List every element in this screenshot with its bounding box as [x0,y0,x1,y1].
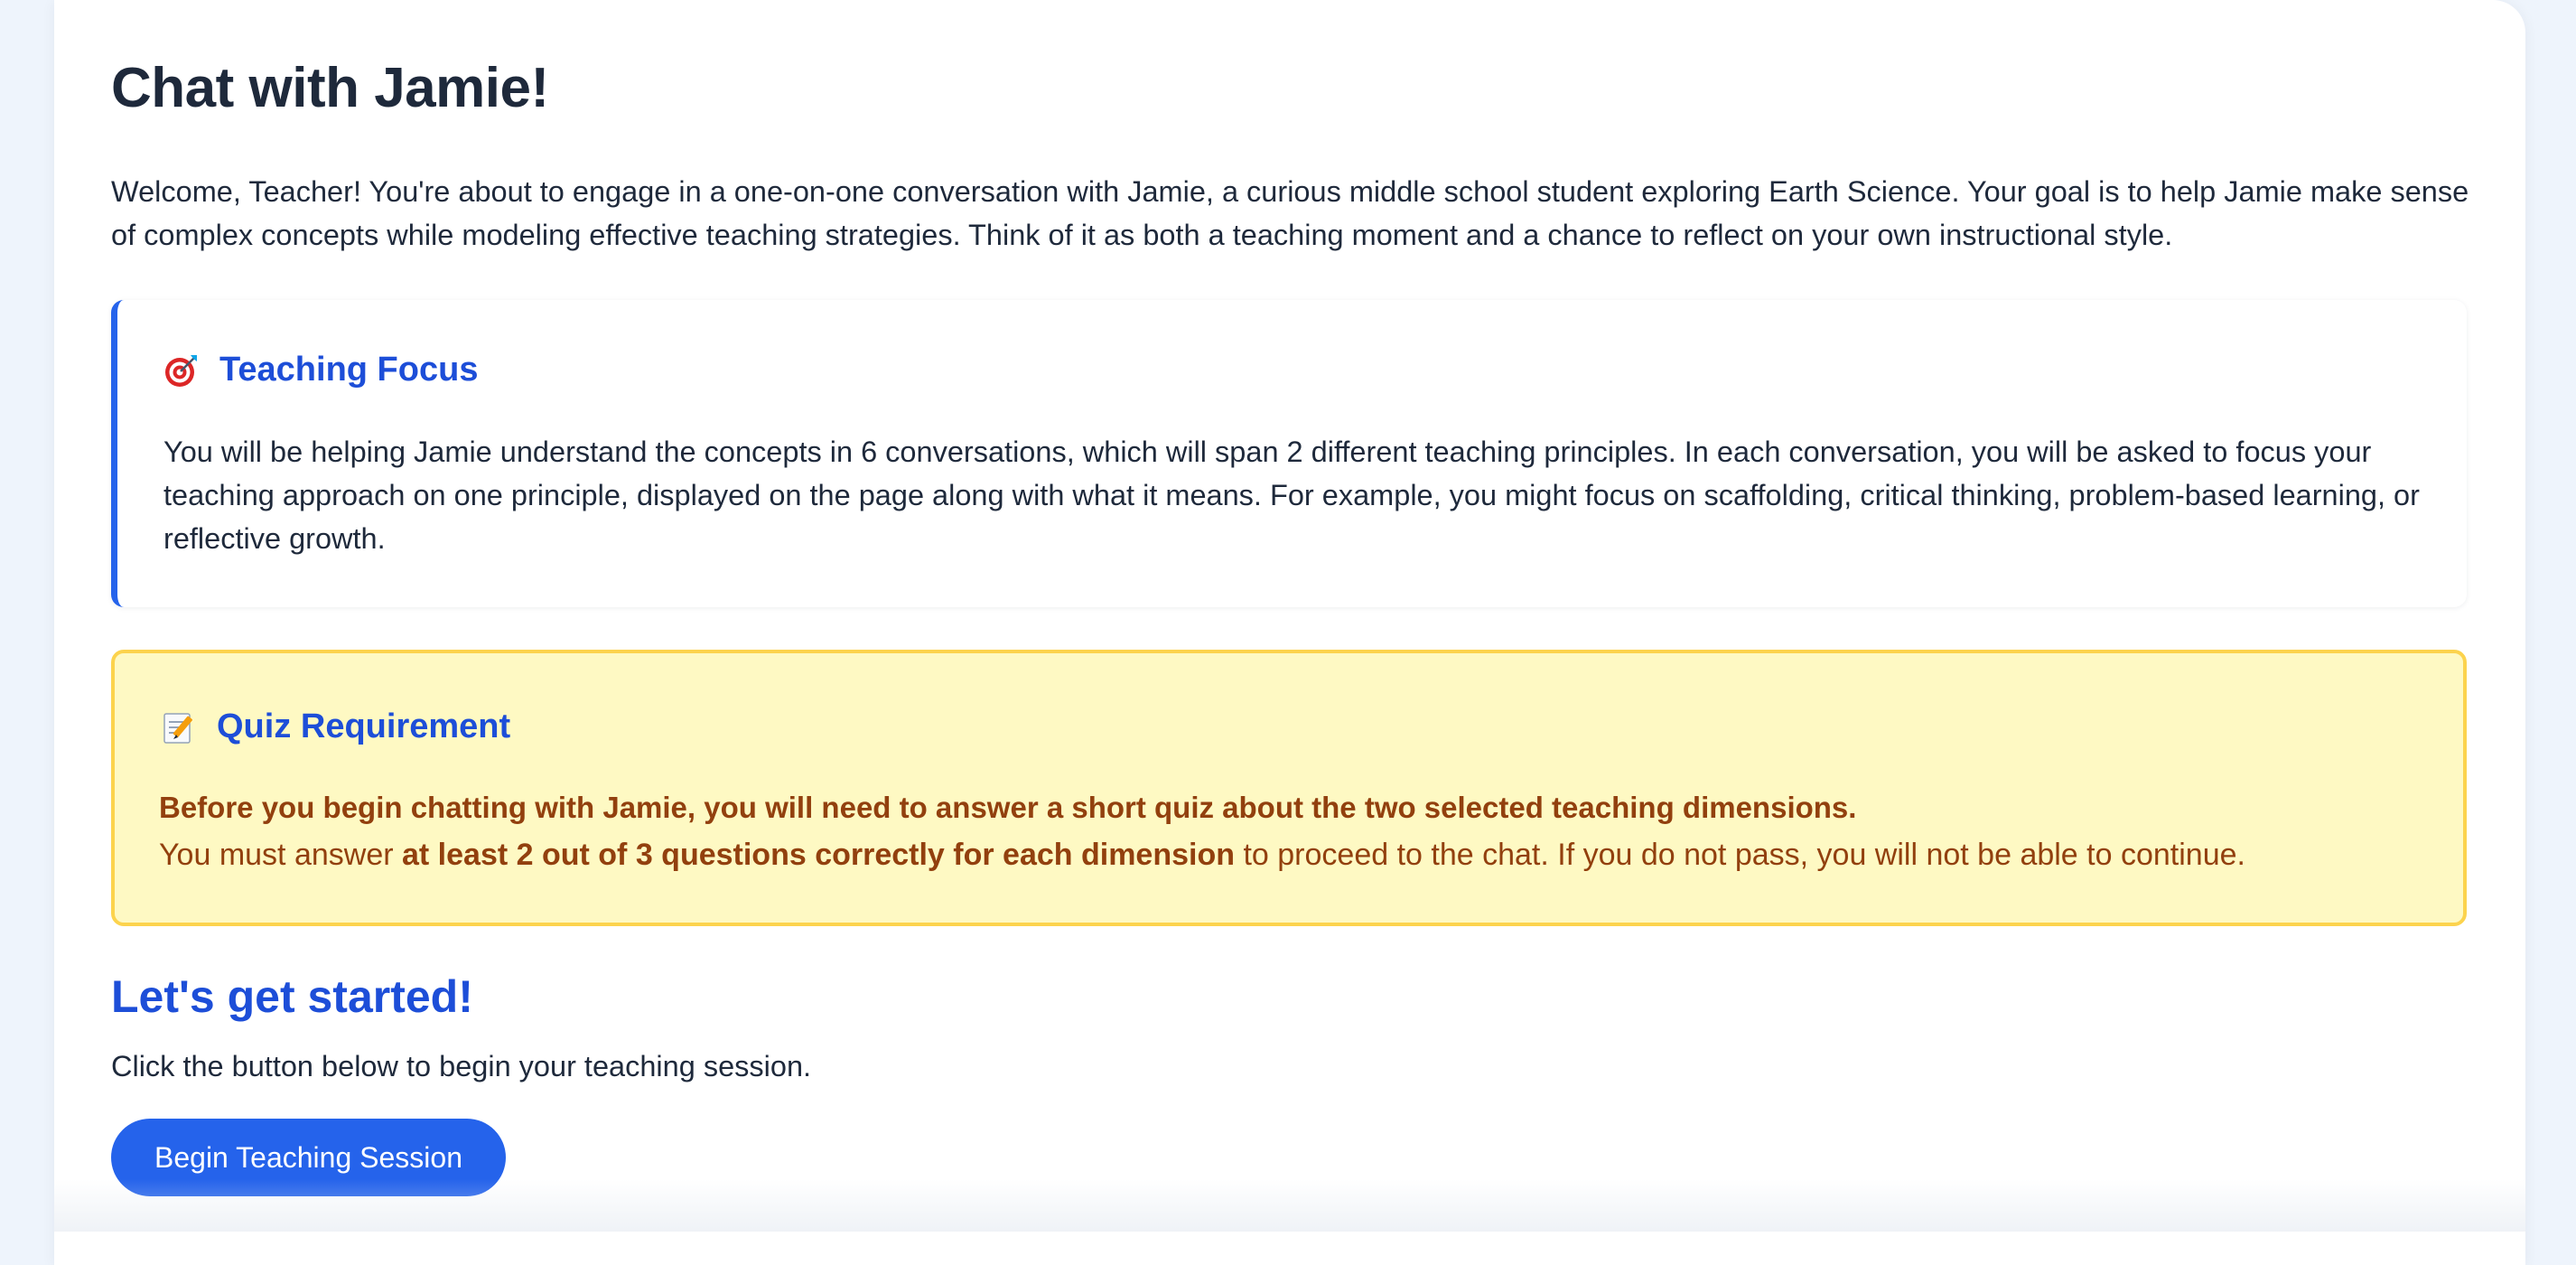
teaching-focus-header [163,351,478,389]
quiz-requirement-line [159,838,2245,873]
quiz-requirement-header [161,707,510,746]
begin-teaching-session-button[interactable]: Begin Teaching Session [111,1119,506,1196]
target-icon [163,352,200,389]
teaching-focus-box [111,300,2467,607]
memo-icon [161,709,197,745]
teaching-focus-text: You will be helping Jamie understand the concepts in 6 conversations, which will span 2 different teaching principles. In each conversation, you will be asked to focus your teaching approach on one principle, displayed on the page along with what it means. For example, you might focus on scaffolding, critical thinking, problem-based learning, or reflective growth. [163,436,2420,555]
intro-paragraph: Welcome, Teacher! You're about to engage in a one-on-one conversation with Jamie, a curious middle school student exploring Earth Science. Your goal is to help Jamie make sense of complex concepts while modeling effective teaching strategies. Think of it as both a teaching moment and a chance to reflect on your own instructional style. [111,175,2469,251]
get-started-text: Click the button below to begin your teaching session. [111,1050,812,1082]
quiz-line-suffix: to proceed to the chat. If you do not pass, you will not be able to continue. [1235,838,2245,872]
quiz-requirement-title: Quiz Requirement [217,707,511,745]
quiz-line-prefix: You must answer [159,838,402,872]
quiz-requirement-bold-line: Before you begin chatting with Jamie, you will need to answer a short quiz about the two selected teaching dimensions. [159,791,1857,824]
get-started-heading: Let's get started! [111,971,473,1022]
main-card [54,0,2525,1265]
quiz-requirement-box [111,650,2467,926]
quiz-line-bold: at least 2 out of 3 questions correctly for each dimension [402,838,1236,872]
teaching-focus-title: Teaching Focus [219,351,479,389]
page-title: Chat with Jamie! [111,57,549,119]
